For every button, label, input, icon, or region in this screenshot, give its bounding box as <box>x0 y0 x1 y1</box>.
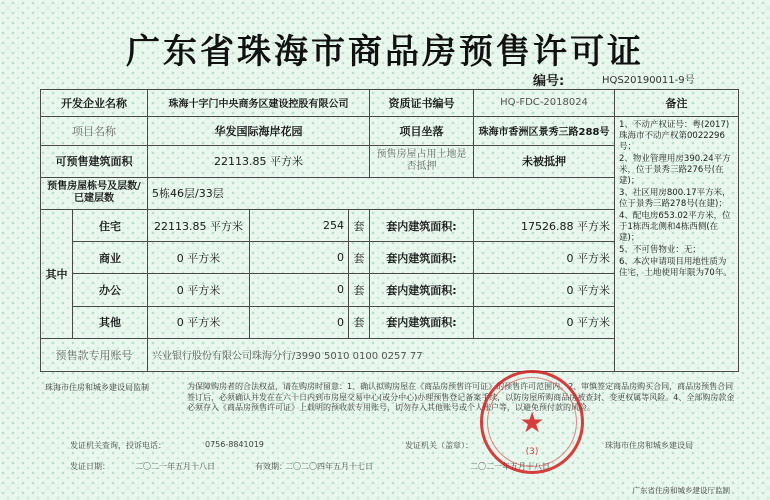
presale-area-value: 22113.85 平方米 <box>148 145 370 177</box>
remark-item: 6、本次申请项目用地性质为住宅，土地使用年限为70年。 <box>619 256 732 278</box>
project-value: 华发国际海岸花园 <box>148 116 370 145</box>
issue-date: 二〇二一年五月十八日 <box>135 462 215 471</box>
remarks-list <box>615 116 739 371</box>
unit-other: 套 <box>349 306 370 338</box>
cert-no-label: 资质证书编号 <box>370 90 474 117</box>
remark-item: 5、不可售物业：无； <box>619 244 701 255</box>
unit-commercial: 套 <box>349 242 370 274</box>
remark-item: 4、配电房653.02平方米，位于1栋西北侧和4栋西侧(在建)； <box>619 210 731 243</box>
unit-residential: 套 <box>349 210 370 242</box>
seal-code: (3) <box>525 447 539 457</box>
issue-date-label: 发证日期： <box>70 462 110 471</box>
type-other: 其他 <box>73 306 148 338</box>
remarks-label: 备注 <box>615 90 739 117</box>
count-residential: 254 <box>250 210 349 242</box>
remark-item: 1、不动产权证号：粤(2017)珠海市不动产权第0022296号； <box>619 119 730 152</box>
presale-area-label: 可预售建筑面积 <box>41 145 148 177</box>
land-mortgage-label: 预售房屋占用土地是否抵押 <box>370 145 474 177</box>
area-office: 0 平方米 <box>148 274 250 306</box>
valid-label: 有效期： <box>255 462 287 471</box>
type-office: 办公 <box>73 274 148 306</box>
valid-to: 二〇二一年五月十八日 <box>470 462 550 471</box>
inner-area-other: 0 平方米 <box>474 306 615 338</box>
issuer-phone-label: 发证机关查询，投诉电话： <box>70 441 166 450</box>
type-residential: 住宅 <box>73 210 148 242</box>
inner-area-label: 套内建筑面积: <box>370 274 474 306</box>
cert-no-value: HQ-FDC-2018024 <box>474 90 615 117</box>
certificate-title: 广东省珠海市商品房预售许可证 <box>126 32 644 72</box>
supervisor-note: 珠海市住房和城乡建设局监制 <box>45 383 149 392</box>
area-commercial: 0 平方米 <box>148 242 250 274</box>
issuer-authority-name: 珠海市住房和城乡建设局 <box>605 441 693 450</box>
location-label: 项目坐落 <box>370 116 474 145</box>
building-value: 5栋46层/33层 <box>148 177 615 209</box>
official-seal <box>480 370 584 474</box>
valid-from: 二〇二〇四年五月十七日 <box>285 462 373 471</box>
unit-office: 套 <box>349 274 370 306</box>
inner-area-label: 套内建筑面积: <box>370 306 474 338</box>
land-mortgage-value: 未被抵押 <box>474 145 615 177</box>
remark-item: 3、社区用房800.17平方米，位于景秀三路278号(在建)； <box>619 187 731 209</box>
count-office: 0 <box>250 274 349 306</box>
area-other: 0 平方米 <box>148 306 250 338</box>
seal-star-icon: ★ <box>519 406 545 439</box>
certificate-number-label: 编号: <box>533 74 565 89</box>
inner-area-label: 套内建筑面积: <box>370 242 474 274</box>
permit-table <box>40 89 739 372</box>
issuer-phone: 0756-8841019 <box>205 440 264 449</box>
count-other: 0 <box>250 306 349 338</box>
footer-signature: 广东省住房和城乡建设厅监制 <box>632 486 730 495</box>
issuer-authority-label: 发证机关（盖章）： <box>405 441 473 450</box>
inner-area-residential: 17526.88 平方米 <box>474 210 615 242</box>
certificate-number: HQS20190011-9号 <box>602 75 695 86</box>
among-label: 其中 <box>41 210 73 339</box>
project-label: 项目名称 <box>41 116 148 145</box>
buyer-notice: 为保障购房者的合法权益，请在购房时留意：1、确认拟购房屋在《商品房预售许可证》的预售许可范围内。2、审慎签定商品房购买合同，商品房预售合同签订后，必须确认并发在在六十日内到市房屋交易中心(或分中心)办理预售登记备案手续，以防房屋所购商品房被查封、变更权属等风险。4、全部购房款金必须存入《商品房预售许可证》上载明的预收款专用账号，切勿存入其他账号或个人账户等，以避免预付款的风险。 <box>187 382 735 412</box>
area-residential: 22113.85 平方米 <box>148 210 250 242</box>
building-label: 预售房屋栋号及层数/已建层数 <box>41 177 148 209</box>
inner-area-label: 套内建筑面积: <box>370 210 474 242</box>
inner-area-commercial: 0 平方米 <box>474 242 615 274</box>
account-label: 预售款专用账号 <box>41 338 148 371</box>
location-value: 珠海市香洲区景秀三路288号 <box>474 116 615 145</box>
remark-item: 2、物业管理用房390.24平方米，位于景秀三路276号(在建)； <box>619 153 731 186</box>
type-commercial: 商业 <box>73 242 148 274</box>
count-commercial: 0 <box>250 242 349 274</box>
developer-value: 珠海十字门中央商务区建设控股有限公司 <box>148 90 370 117</box>
developer-label: 开发企业名称 <box>41 90 148 117</box>
account-value: 兴业银行股份有限公司珠海分行/3990 5010 0100 0257 77 <box>148 338 739 371</box>
inner-area-office: 0 平方米 <box>474 274 615 306</box>
